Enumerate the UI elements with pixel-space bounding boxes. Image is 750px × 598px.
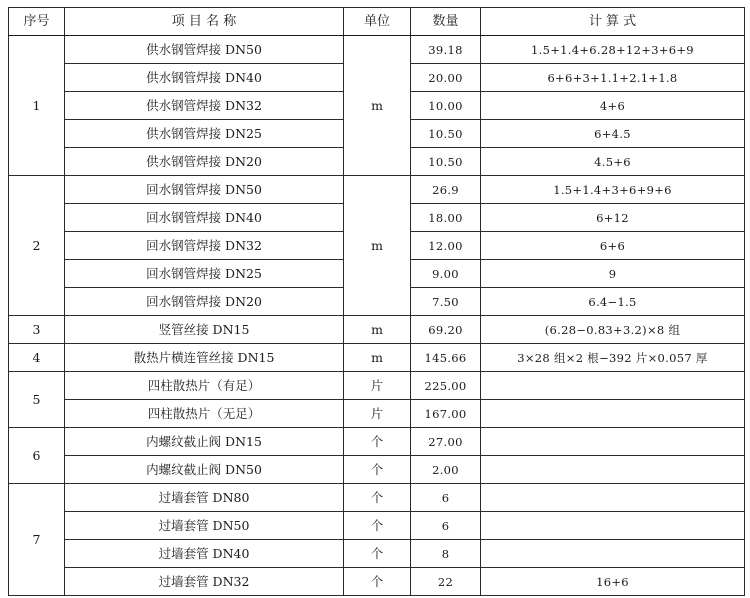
item-name-cell: 四柱散热片（无足） — [65, 400, 344, 428]
table-row — [9, 344, 745, 372]
quantity-cell: 18.00 — [411, 204, 481, 232]
unit-cell: 个 — [344, 540, 411, 568]
unit-cell: 片 — [344, 400, 411, 428]
quantity-cell: 6 — [411, 484, 481, 512]
quantity-cell: 9.00 — [411, 260, 481, 288]
seq-cell: 1 — [9, 36, 65, 176]
formula-cell: 16+6 — [481, 568, 745, 596]
item-name-cell: 供水钢管焊接 DN40 — [65, 64, 344, 92]
quantity-cell: 10.50 — [411, 120, 481, 148]
table-row — [9, 540, 745, 568]
item-name-cell: 供水钢管焊接 DN25 — [65, 120, 344, 148]
formula-cell — [481, 512, 745, 540]
formula-cell: (6.28−0.83+3.2)×8 组 — [481, 316, 745, 344]
formula-cell — [481, 428, 745, 456]
formula-cell — [481, 372, 745, 400]
seq-cell: 5 — [9, 372, 65, 428]
quantity-cell: 22 — [411, 568, 481, 596]
unit-cell: 个 — [344, 512, 411, 540]
formula-cell — [481, 484, 745, 512]
item-name-cell: 过墙套管 DN32 — [65, 568, 344, 596]
item-name-cell: 回水钢管焊接 DN20 — [65, 288, 344, 316]
item-name-cell: 供水钢管焊接 DN20 — [65, 148, 344, 176]
quantity-cell: 12.00 — [411, 232, 481, 260]
formula-cell: 9 — [481, 260, 745, 288]
formula-cell — [481, 540, 745, 568]
quantity-cell: 10.00 — [411, 92, 481, 120]
table-body — [9, 36, 745, 596]
unit-cell: m — [344, 176, 411, 316]
item-name-cell: 过墙套管 DN50 — [65, 512, 344, 540]
table-row — [9, 176, 745, 204]
item-name-cell: 过墙套管 DN40 — [65, 540, 344, 568]
formula-cell: 6.4−1.5 — [481, 288, 745, 316]
item-name-cell: 供水钢管焊接 DN50 — [65, 36, 344, 64]
quantity-cell: 26.9 — [411, 176, 481, 204]
quantity-cell: 8 — [411, 540, 481, 568]
quantity-cell: 27.00 — [411, 428, 481, 456]
item-name-cell: 回水钢管焊接 DN50 — [65, 176, 344, 204]
quantity-cell: 20.00 — [411, 64, 481, 92]
quantity-cell: 39.18 — [411, 36, 481, 64]
quantity-table — [8, 7, 745, 596]
item-name-cell: 回水钢管焊接 DN40 — [65, 204, 344, 232]
unit-cell: 个 — [344, 568, 411, 596]
unit-cell: 个 — [344, 456, 411, 484]
quantity-cell: 2.00 — [411, 456, 481, 484]
header-seq: 序号 — [9, 8, 65, 36]
seq-cell: 2 — [9, 176, 65, 316]
quantity-cell: 145.66 — [411, 344, 481, 372]
formula-cell: 4.5+6 — [481, 148, 745, 176]
formula-cell: 6+12 — [481, 204, 745, 232]
item-name-cell: 供水钢管焊接 DN32 — [65, 92, 344, 120]
quantity-cell: 7.50 — [411, 288, 481, 316]
formula-cell: 6+4.5 — [481, 120, 745, 148]
item-name-cell: 内螺纹截止阀 DN50 — [65, 456, 344, 484]
table-row — [9, 400, 745, 428]
item-name-cell: 回水钢管焊接 DN32 — [65, 232, 344, 260]
table-row — [9, 36, 745, 64]
item-name-cell: 过墙套管 DN80 — [65, 484, 344, 512]
unit-cell: m — [344, 316, 411, 344]
table-row — [9, 456, 745, 484]
quantity-cell: 167.00 — [411, 400, 481, 428]
table-header — [9, 8, 745, 36]
quantity-cell: 69.20 — [411, 316, 481, 344]
unit-cell: m — [344, 36, 411, 176]
quantity-cell: 225.00 — [411, 372, 481, 400]
unit-cell: 片 — [344, 372, 411, 400]
formula-cell: 1.5+1.4+6.28+12+3+6+9 — [481, 36, 745, 64]
formula-cell: 3×28 组×2 根−392 片×0.057 厚 — [481, 344, 745, 372]
seq-cell: 6 — [9, 428, 65, 484]
header-formula: 计 算 式 — [481, 8, 745, 36]
header-qty: 数量 — [411, 8, 481, 36]
item-name-cell: 竖管丝接 DN15 — [65, 316, 344, 344]
formula-cell — [481, 400, 745, 428]
item-name-cell: 四柱散热片（有足） — [65, 372, 344, 400]
header-name: 项 目 名 称 — [65, 8, 344, 36]
quantity-cell: 6 — [411, 512, 481, 540]
table-row — [9, 484, 745, 512]
table-row — [9, 568, 745, 596]
item-name-cell: 回水钢管焊接 DN25 — [65, 260, 344, 288]
formula-cell: 6+6+3+1.1+2.1+1.8 — [481, 64, 745, 92]
item-name-cell: 内螺纹截止阀 DN15 — [65, 428, 344, 456]
table-row — [9, 428, 745, 456]
formula-cell: 1.5+1.4+3+6+9+6 — [481, 176, 745, 204]
formula-cell: 6+6 — [481, 232, 745, 260]
formula-cell — [481, 456, 745, 484]
table-row — [9, 372, 745, 400]
header-unit: 单位 — [344, 8, 411, 36]
formula-cell: 4+6 — [481, 92, 745, 120]
unit-cell: 个 — [344, 428, 411, 456]
unit-cell: m — [344, 344, 411, 372]
seq-cell: 4 — [9, 344, 65, 372]
table-row — [9, 512, 745, 540]
quantity-cell: 10.50 — [411, 148, 481, 176]
table-row — [9, 316, 745, 344]
unit-cell: 个 — [344, 484, 411, 512]
item-name-cell: 散热片横连管丝接 DN15 — [65, 344, 344, 372]
seq-cell: 7 — [9, 484, 65, 596]
seq-cell: 3 — [9, 316, 65, 344]
header-row — [9, 8, 745, 36]
